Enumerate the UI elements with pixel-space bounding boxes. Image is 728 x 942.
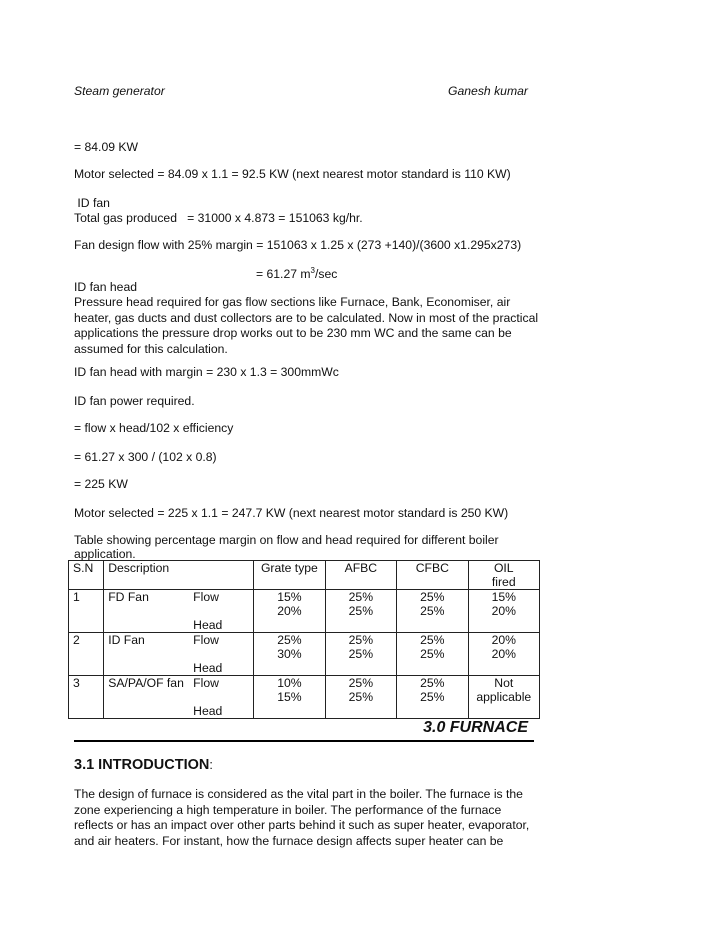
table-header: Grate type <box>254 561 325 590</box>
line-formula: = flow x head/102 x efficiency <box>74 421 234 435</box>
paragraph-introduction: The design of furnace is considered as the vital part in the boiler. The furnace is the zone experiencing a high temperature in boiler. The performance of the furnace reflects or has an impact over other parts behind it such as super heater, evaporator, and air heaters. For instant, how the furnace design affects super heater can be <box>74 787 530 848</box>
table-header: Description <box>104 561 254 590</box>
table-cell-sn: 3 <box>69 676 104 719</box>
paragraph-pressure-head: Pressure head required for gas flow sections like Furnace, Bank, Economiser, air heater, gas ducts and dust collectors are to be calculated. Now in most of the practical applications the pressure drop works out to be 230 mm WC and the same can be assumed for this calculation. <box>74 295 539 356</box>
header-left: Steam generator <box>74 84 165 98</box>
chapter-heading: 3.0 FURNACE <box>423 719 528 736</box>
line-result-kw: = 84.09 KW <box>74 140 139 154</box>
table-row <box>69 676 540 719</box>
line-id-fan: ID fan <box>74 196 110 210</box>
line-calculation: = 61.27 x 300 / (102 x 0.8) <box>74 450 217 464</box>
line-motor-selected: Motor selected = 84.09 x 1.1 = 92.5 KW (next nearest motor standard is 110 KW) <box>74 167 511 181</box>
line-flow-result: = 61.27 $m^3/\sec$ <box>256 266 338 282</box>
table-row <box>69 590 540 633</box>
line-motor-selected-2: Motor selected = 225 x 1.1 = 247.7 KW (next nearest motor standard is 250 KW) <box>74 506 509 520</box>
table-header-row <box>69 561 540 590</box>
paragraph-table-caption: Table showing percentage margin on flow and head required for different boiler application. <box>74 533 499 561</box>
table-cell-cfbc: 25% 25% <box>397 633 468 676</box>
table-row <box>69 633 540 676</box>
line-id-fan-head: ID fan head <box>74 280 138 294</box>
section-heading: 3.1 INTRODUCTION: <box>74 757 213 773</box>
table-cell-desc: SA/PA/OF fan Flow Head <box>104 676 254 719</box>
table-cell-cfbc: 25% 25% <box>397 590 468 633</box>
table-cell-afbc: 25% 25% <box>325 633 396 676</box>
table-cell-grate: 10% 15% <box>254 676 325 719</box>
table-cell-sn: 2 <box>69 633 104 676</box>
chapter-divider <box>74 740 534 742</box>
table-cell-grate: 15% 20% <box>254 590 325 633</box>
line-total-gas: Total gas produced = 31000 x 4.873 = 151063 kg/hr. <box>74 211 363 225</box>
line-power-required: ID fan power required. <box>74 394 195 408</box>
table-header: OIL fired <box>468 561 539 590</box>
table-header: AFBC <box>325 561 396 590</box>
line-head-margin: ID fan head with margin = 230 x 1.3 = 300mmWc <box>74 365 339 379</box>
table-header: S.N <box>69 561 104 590</box>
table-cell-afbc: 25% 25% <box>325 676 396 719</box>
line-fan-design-flow: Fan design flow with 25% margin = 151063 x 1.25 x (273 +140)/(3600 x1.295x273) <box>74 238 522 252</box>
table-cell-sn: 1 <box>69 590 104 633</box>
table-cell-afbc: 25% 25% <box>325 590 396 633</box>
margin-table <box>68 560 540 719</box>
table-header: CFBC <box>397 561 468 590</box>
table-cell-cfbc: 25% 25% <box>397 676 468 719</box>
table-cell-oil: 15% 20% <box>468 590 539 633</box>
table-cell-desc: ID Fan Flow Head <box>104 633 254 676</box>
table-cell-oil: Not applicable <box>468 676 539 719</box>
header-right: Ganesh kumar <box>448 84 528 98</box>
table-cell-oil: 20% 20% <box>468 633 539 676</box>
line-power-result: = 225 KW <box>74 477 128 491</box>
table-cell-desc: FD Fan Flow Head <box>104 590 254 633</box>
table-cell-grate: 25% 30% <box>254 633 325 676</box>
